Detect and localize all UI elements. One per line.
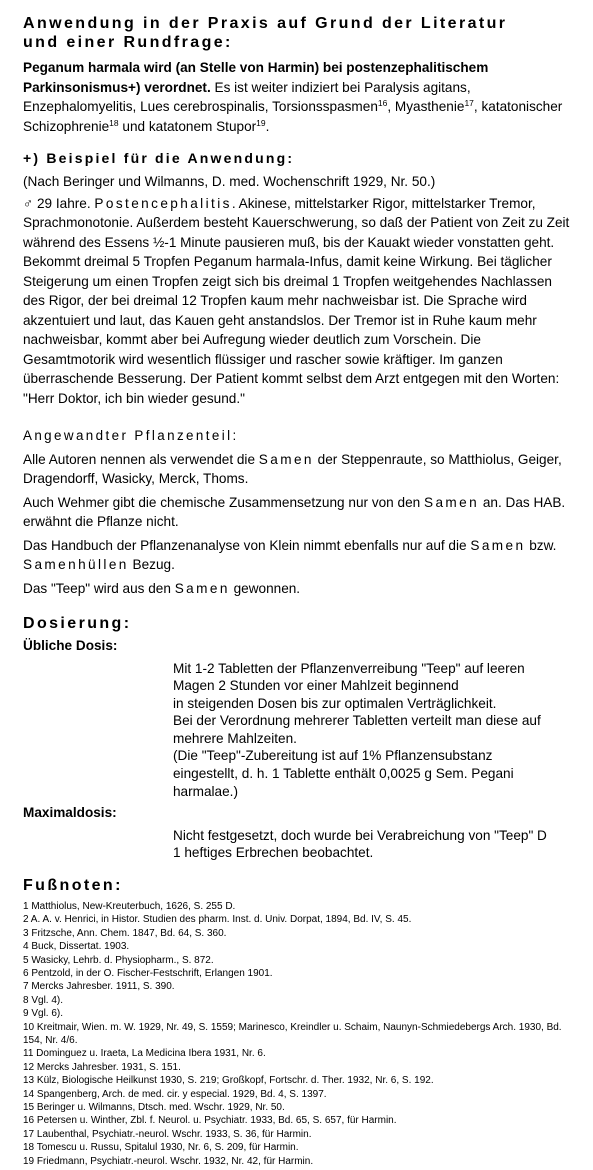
praxis-text-5: . xyxy=(265,118,270,134)
ref-17: 17 xyxy=(464,98,474,108)
footnote-item: 2 A. A. v. Henrici, in Histor. Studien des pharm. Inst. d. Univ. Dorpat, 1894, Bd. IV, S. 45. xyxy=(23,914,412,926)
max-dose-label: Maximaldosis: xyxy=(23,805,117,821)
praxis-text-1: Es ist weiter indiziert bei Paralysis agitans, Enzephalomyelitis, Lues cerebrospinalis, Torsionsspasmen xyxy=(23,79,471,114)
heading-praxis xyxy=(23,14,573,52)
max-dose-line: Nicht festgesetzt, doch wurde bei Verabreichung von "Teep" D xyxy=(173,827,547,843)
footnote-item: 6 Pentzold, in der O. Fischer-Festschrift, Erlangen 1901. xyxy=(23,967,273,979)
footnote-item: 5 Wasicky, Lehrb. d. Physiopharm., S. 872. xyxy=(23,954,214,966)
footnote-item: 8 Vgl. 4). xyxy=(23,994,64,1006)
footnote-item: 15 Beringer u. Wilmanns, Dtsch. med. Wschr. 1929, Nr. 50. xyxy=(23,1102,285,1114)
pflanzenteil-paragraph-3 xyxy=(23,536,573,575)
footnote-item: 4 Buck, Dissertat. 1903. xyxy=(23,941,130,953)
case-age: 29 Iahre. xyxy=(33,195,95,211)
pflanzenteil-p1-text-b: der Steppenraute, so Matthiolus, Geiger, Dragendorff, Wasicky, Merck, Thoms. xyxy=(23,451,562,486)
pflanzenteil-p4-samen: Samen xyxy=(174,580,230,596)
usual-dose-line: in steigenden Dosen bis zur optimalen Verträglichkeit. xyxy=(173,695,497,711)
footnote-list xyxy=(23,900,573,1168)
beispiel-source: (Nach Beringer und Wilmanns, D. med. Wochenschrift 1929, Nr. 50.) xyxy=(23,174,436,189)
footnote-item: 18 Tomescu u. Russu, Spitalul 1930, Nr. 6, S. 209, für Harmin. xyxy=(23,1142,299,1154)
usual-dose-line: eingestellt, d. h. 1 Tablette enthält 0,0025 g Sem. Pegani xyxy=(173,766,514,782)
male-symbol-icon: ♂ xyxy=(23,195,34,211)
heading-praxis-line2: und einer Rundfrage: xyxy=(23,34,233,51)
max-dose-text xyxy=(173,827,573,862)
praxis-text-4: und katatonem Stupor xyxy=(118,118,257,134)
footnote-item: 10 Kreitmair, Wien. m. W. 1929, Nr. 49, S. 1559; Marinesco, Kreindler u. Schaim, Naunyn-Schmiedebergs Arch. 1930, Bd. 154, Nr. 4/6. xyxy=(23,1021,562,1046)
heading-dosierung: Dosierung: xyxy=(23,615,132,632)
pflanzenteil-paragraph-2 xyxy=(23,493,573,532)
footnote-item: 7 Mercks Jahresber. 1911, S. 390. xyxy=(23,981,175,993)
footnote-item: 12 Mercks Jahresber. 1931, S. 151. xyxy=(23,1061,181,1073)
footnote-item: 13 Külz, Biologische Heilkunst 1930, S. 219; Großkopf, Fortschr. d. Ther. 1932, Nr. 6, S. 192. xyxy=(23,1075,434,1087)
pflanzenteil-p3-text-a: Das Handbuch der Pflanzenanalyse von Klein nimmt ebenfalls nur auf die xyxy=(23,537,471,553)
pflanzenteil-p4-text-b: gewonnen. xyxy=(229,580,301,596)
usual-dose-line: Bei der Verordnung mehrerer Tabletten verteilt man diese auf xyxy=(173,713,541,729)
heading-beispiel: +) Beispiel für die Anwendung: xyxy=(23,150,295,166)
usual-dose-text xyxy=(173,660,573,801)
case-report-paragraph xyxy=(23,194,573,409)
praxis-text-3: , katatonischer Schizophrenie xyxy=(23,99,563,134)
heading-fussnoten: Fußnoten: xyxy=(23,876,123,894)
usual-dose-line: Mit 1-2 Tabletten der Pflanzenverreibung "Teep" auf leeren xyxy=(173,660,525,676)
heading-pflanzenteil: Angewandter Pflanzenteil: xyxy=(23,428,239,443)
usual-dose-line: (Die "Teep"-Zubereitung ist auf 1% Pflanzensubstanz xyxy=(173,748,493,764)
ref-18: 18 xyxy=(109,117,119,128)
pflanzenteil-p1-text-a: Alle Autoren nennen als verwendet die xyxy=(23,451,259,467)
footnote-item: 17 Laubenthal, Psychiatr.-neurol. Wschr. 1933, S. 36, für Harmin. xyxy=(23,1128,312,1140)
footnote-item: 11 Dominguez u. Iraeta, La Medicina Ibera 1931, Nr. 6. xyxy=(23,1048,266,1060)
pflanzenteil-p2-text-b: an. Das HAB. erwähnt die Pflanze nicht. xyxy=(23,494,566,529)
pflanzenteil-paragraph-4 xyxy=(23,579,573,599)
praxis-text-2: , Myasthenie xyxy=(387,99,465,114)
pflanzenteil-p2-samen: Samen xyxy=(423,494,480,510)
heading-praxis-line1: Anwendung in der Praxis auf Grund der Literatur xyxy=(23,15,508,32)
pflanzenteil-p1-samen: Samen xyxy=(258,451,314,467)
pflanzenteil-p3-text-b: bzw. xyxy=(525,537,557,553)
footnote-item: 14 Spangenberg, Arch. de med. cir. y especial. 1929, Bd. 4, S. 1397. xyxy=(23,1088,327,1100)
footnote-item: 19 Friedmann, Psychiatr.-neurol. Wschr. 1932, Nr. 42, für Harmin. xyxy=(23,1155,314,1167)
footnote-item: 1 Matthiolus, New-Kreuterbuch, 1626, S. 255 D. xyxy=(23,900,236,912)
ref-19: 19 xyxy=(256,117,266,128)
case-text: . Akinese, mittelstarker Rigor, mittelstarker Tremor, Sprachmonotonie. Außerdem besteht Kauerschwerung, so daß der Patient von Zeit zu Zeit während des Essens ½-1 Minute pausieren muß, bis der Kauakt wieder vonstatten geht. Bekommt dreimal 5 Tropfen Peganum harmala-Infus, damit keine Wirkung. Bei täglicher Steigerung um einen Tropfen zeigt sich bis dreimal 1 Tropfen weitgehendes Nachlassen des Rigor, der bei dreimal 12 Tropfen kaum mehr nachweisbar ist. Die Sprache wird akzentuiert und laut, das Kauen geht anstandslos. Der Tremor ist in Ruhe kaum mehr nachweisbar, kommt aber bei Aufregung wieder deutlich zum Vorschein. Die Gesamtmotorik wird wesentlich flüssiger und rascher sowie kräftiger. Im ganzen überraschende Besserung. Der Patient kommt selbst dem Arzt entgegen mit den Worten: "Herr Doktor, ich bin wieder gesund." xyxy=(23,195,570,406)
footnote-item: 3 Fritzsche, Ann. Chem. 1847, Bd. 64, S. 360. xyxy=(23,927,227,939)
pflanzenteil-p4-text-a: Das "Teep" wird aus den xyxy=(23,580,175,596)
pflanzenteil-p3-samen: Samen xyxy=(470,537,526,553)
usual-dose-line: Magen 2 Stunden vor einer Mahlzeit beginnend xyxy=(173,678,459,694)
usual-dose-label: Übliche Dosis: xyxy=(23,638,118,653)
praxis-paragraph xyxy=(23,58,573,136)
praxis-bold-text: Peganum harmala wird (an Stelle von Harmin) bei postenzephalitischem Parkinsonismus+) verordnet. xyxy=(23,60,489,95)
case-diagnosis: Postencephalitis xyxy=(94,195,232,211)
footnote-item: 16 Petersen u. Winther, Zbl. f. Neurol. u. Psychiatr. 1933, Bd. 65, S. 657, für Harmin. xyxy=(23,1115,397,1127)
footnote-item: 9 Vgl. 6). xyxy=(23,1008,64,1020)
pflanzenteil-p2-text-a: Auch Wehmer gibt die chemische Zusammensetzung nur von den xyxy=(23,494,424,510)
pflanzenteil-p3-text-c: Bezug. xyxy=(128,557,175,572)
usual-dose-line: harmalae.) xyxy=(173,783,238,799)
pflanzenteil-paragraph-1 xyxy=(23,450,573,489)
max-dose-line: 1 heftiges Erbrechen beobachtet. xyxy=(173,845,374,861)
pflanzenteil-p3-samenhuellen: Samenhüllen xyxy=(23,557,129,572)
ref-16: 16 xyxy=(377,98,388,108)
usual-dose-line: mehrere Mahlzeiten. xyxy=(173,730,297,746)
